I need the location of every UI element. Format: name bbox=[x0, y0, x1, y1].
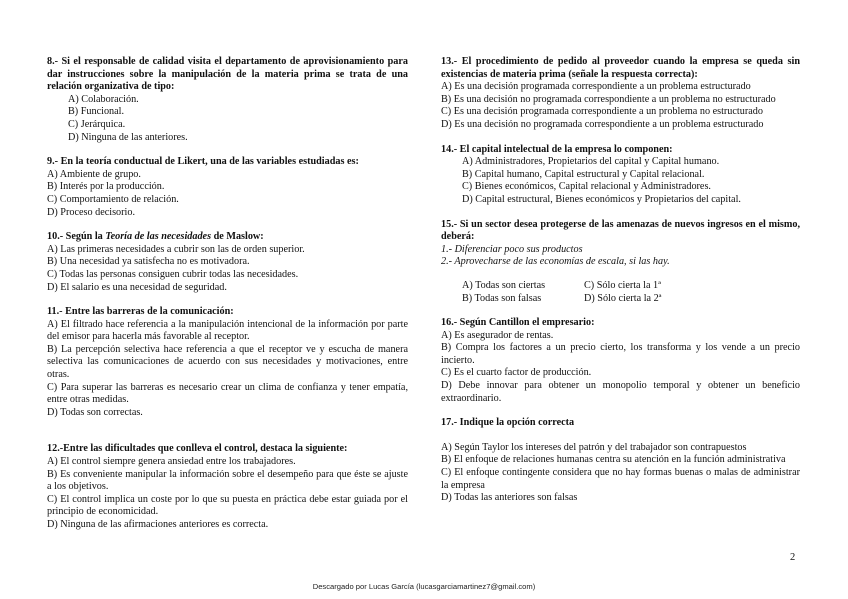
question-14 bbox=[441, 144, 800, 207]
option: D) Sólo cierta la 2ª bbox=[584, 292, 662, 304]
option: A) El filtrado hace referencia a la manipulación intencional de la información por parte del emisor para hacerla más favorable al receptor. bbox=[47, 318, 408, 343]
spacer bbox=[441, 430, 800, 442]
option: D) Todas son correctas. bbox=[47, 406, 143, 418]
option: A) El control siempre genera ansiedad entre los trabajadores. bbox=[47, 456, 296, 468]
option: D) Debe innovar para obtener un monopolio temporal y obtener un beneficio extraordinario. bbox=[441, 380, 800, 404]
question-16 bbox=[441, 317, 800, 405]
option: B) Capital humano, Capital estructural y Capital relacional. bbox=[462, 168, 705, 180]
option: A) Colaboración. bbox=[68, 93, 139, 105]
option: C) El control implica un coste por lo que su puesta en práctica debe estar guiada por el principio de economicidad. bbox=[47, 493, 408, 518]
right-column bbox=[441, 56, 800, 517]
option: D) Ninguna de las afirmaciones anteriores es correcta. bbox=[47, 519, 269, 530]
question-title: 11.- Entre las barreras de la comunicación: bbox=[47, 306, 234, 318]
question-17 bbox=[441, 417, 800, 505]
option: D) Proceso decisorio. bbox=[47, 206, 135, 218]
option: C) Todas las personas consiguen cubrir todas las necesidades. bbox=[47, 268, 299, 280]
question-12 bbox=[47, 443, 408, 531]
question-title: 12.-Entre las dificultades que conlleva el control, destaca la siguiente: bbox=[47, 443, 348, 455]
statement: 2.- Aprovecharse de las economías de escala, si las hay. bbox=[441, 256, 670, 268]
option: A) Administradores, Propietarios del capital y Capital humano. bbox=[462, 156, 720, 168]
option: D) Capital estructural, Bienes económicos y Propietarios del capital. bbox=[462, 193, 741, 205]
question-13 bbox=[441, 56, 800, 132]
option: A) Ambiente de grupo. bbox=[47, 168, 141, 180]
question-11 bbox=[47, 306, 408, 419]
question-9 bbox=[47, 156, 408, 219]
question-15 bbox=[441, 219, 800, 306]
option: B) Funcional. bbox=[68, 106, 125, 118]
question-title: 14.- El capital intelectual de la empresa lo componen: bbox=[441, 143, 673, 155]
question-title: 8.- Si el responsable de calidad visita el departamento de aprovisionamiento para dar instrucciones sobre la manipulación de la materia prima se trata de una relación organizativa de tipo: bbox=[47, 56, 408, 93]
option: C) Para superar las barreras es necesario crear un clima de confianza y tener empatía, entre otras medidas. bbox=[47, 381, 408, 406]
question-title: 16.- Según Cantillon el empresario: bbox=[441, 317, 595, 329]
option: B) Interés por la producción. bbox=[47, 181, 165, 193]
option: A) Es una decisión programada correspondiente a un problema estructurado bbox=[441, 81, 751, 93]
option: C) Es una decisión programada correspondiente a un problema no estructurado bbox=[441, 106, 763, 118]
option: B) Una necesidad ya satisfecha no es motivadora. bbox=[47, 256, 250, 268]
question-title: 17.- Indique la opción correcta bbox=[441, 417, 575, 429]
option: C) Sólo cierta la 1ª bbox=[584, 279, 661, 291]
question-title: 15.- Si un sector desea protegerse de las amenazas de nuevos ingresos en el mismo, deberá: bbox=[441, 218, 800, 243]
option: B) Es una decisión no programada correspondiente a un problema no estructurado bbox=[441, 93, 776, 105]
option: A) Es asegurador de rentas. bbox=[441, 329, 554, 341]
option: D) Ninguna de las anteriores. bbox=[68, 131, 188, 143]
question-title: 9.- En la teoría conductual de Likert, una de las variables estudiadas es: bbox=[47, 156, 359, 168]
option: B) Compra los factores a un precio cierto, los transforma y los vende a un precio incierto. bbox=[441, 342, 800, 366]
download-footer: Descargado por Lucas García (lucasgarciamartinez7@gmail.com) bbox=[312, 582, 536, 591]
spacer bbox=[47, 431, 408, 443]
option: C) El enfoque contingente considera que no hay formas buenas o malas de administrar la empresa bbox=[441, 467, 800, 491]
option: B) Todas son falsas bbox=[462, 292, 542, 304]
title-pre: 10.- Según la bbox=[47, 231, 106, 243]
title-italic: Teoría de las necesidades bbox=[105, 231, 212, 243]
option: A) Todas son ciertas bbox=[462, 279, 546, 291]
question-10 bbox=[47, 231, 408, 294]
page-number: 2 bbox=[790, 552, 796, 563]
question-title bbox=[47, 231, 408, 244]
title-post: de Maslow: bbox=[211, 231, 264, 243]
option: D) Es una decisión no programada correspondiente a un problema estructurado bbox=[441, 118, 764, 130]
options-grid bbox=[441, 280, 800, 305]
question-title: 13.- El procedimiento de pedido al proveedor cuando la empresa se queda sin existencias de materia prima (señale la respuesta correcta): bbox=[441, 56, 800, 80]
option: B) Es conveniente manipular la información sobre el desempeño para que éste se ajuste a los objetivos. bbox=[47, 468, 408, 493]
question-8 bbox=[47, 56, 408, 144]
option: D) Todas las anteriores son falsas bbox=[441, 492, 578, 504]
option: D) El salario es una necesidad de seguridad. bbox=[47, 281, 227, 293]
option: B) La percepción selectiva hace referencia a que el receptor ve y escucha de manera selectiva las comunicaciones de acuerdo con sus necesidades y motivaciones, entre otras. bbox=[47, 343, 408, 381]
left-column bbox=[47, 56, 408, 544]
option: C) Jerárquica. bbox=[68, 118, 126, 130]
option: A) Según Taylor los intereses del patrón y del trabajador son contrapuestos bbox=[441, 441, 747, 453]
option: B) El enfoque de relaciones humanas centra su atención en la función administrativa bbox=[441, 454, 786, 466]
option: C) Bienes económicos, Capital relacional y Administradores. bbox=[462, 181, 711, 193]
option: A) Las primeras necesidades a cubrir son las de orden superior. bbox=[47, 243, 305, 255]
option: C) Comportamiento de relación. bbox=[47, 193, 179, 205]
statement: 1.- Diferenciar poco sus productos bbox=[441, 243, 583, 255]
option: C) Es el cuarto factor de producción. bbox=[441, 367, 592, 379]
